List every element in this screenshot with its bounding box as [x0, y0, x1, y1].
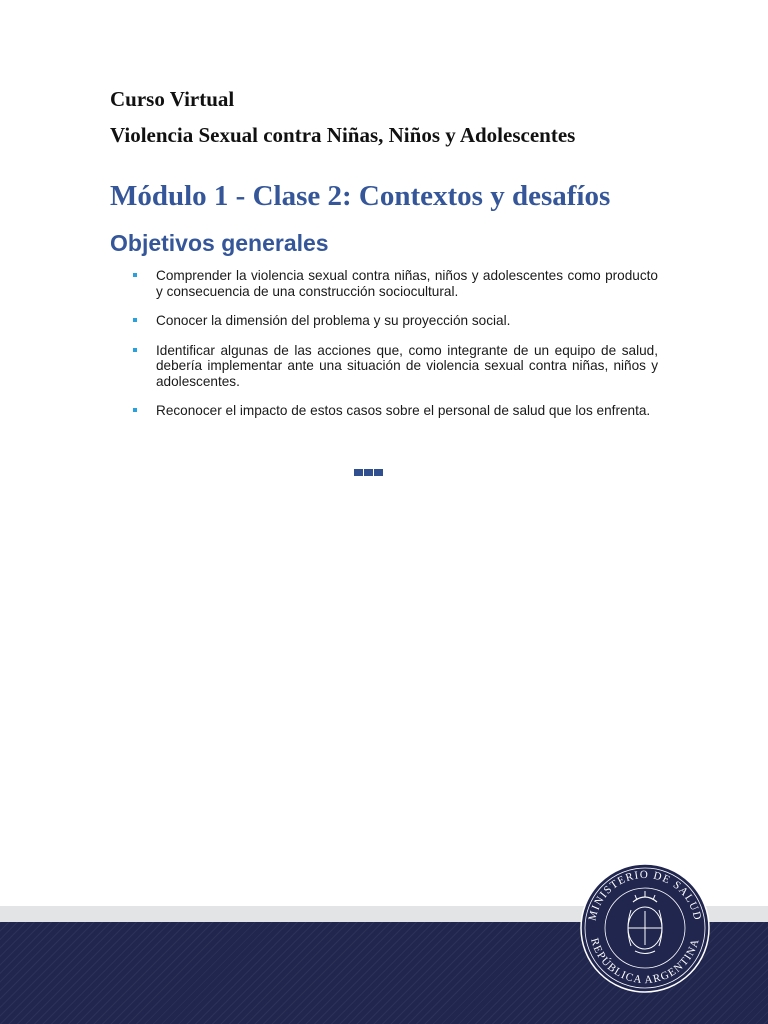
seal-top-text: MINISTERIO DE SALUD	[586, 868, 704, 922]
square-bullet-icon	[133, 318, 137, 322]
list-item	[133, 403, 658, 419]
module-title: Módulo 1 - Clase 2: Contextos y desafíos	[110, 180, 611, 212]
objectives-list	[133, 268, 658, 433]
square-bullet-icon	[133, 273, 137, 277]
list-item	[133, 343, 658, 390]
seal-bottom-text: REPÚBLICA ARGENTINA	[588, 936, 702, 987]
ministry-seal	[573, 862, 717, 994]
course-label: Curso Virtual	[110, 87, 235, 111]
objective-text: Identificar algunas de las acciones que, como integrante de un equipo de salud, debería implementar ante una situación de violencia sexual contra niñas, niños y adolescentes.	[156, 342, 658, 389]
square-bullet-icon	[133, 408, 137, 412]
objective-text: Comprender la violencia sexual contra niñas, niños y adolescentes como producto y consecuencia de una construcción sociocultural.	[156, 268, 658, 299]
list-item	[133, 313, 658, 329]
objective-text: Reconocer el impacto de estos casos sobre el personal de salud que los enfrenta.	[156, 403, 651, 418]
objectives-heading: Objetivos generales	[110, 230, 329, 256]
square-bullet-icon	[133, 348, 137, 352]
section-divider-icon	[354, 469, 383, 476]
seal-graphic	[573, 862, 717, 994]
objective-text: Conocer la dimensión del problema y su proyección social.	[156, 313, 511, 328]
course-title: Violencia Sexual contra Niñas, Niños y Adolescentes	[110, 123, 576, 147]
list-item	[133, 268, 658, 299]
